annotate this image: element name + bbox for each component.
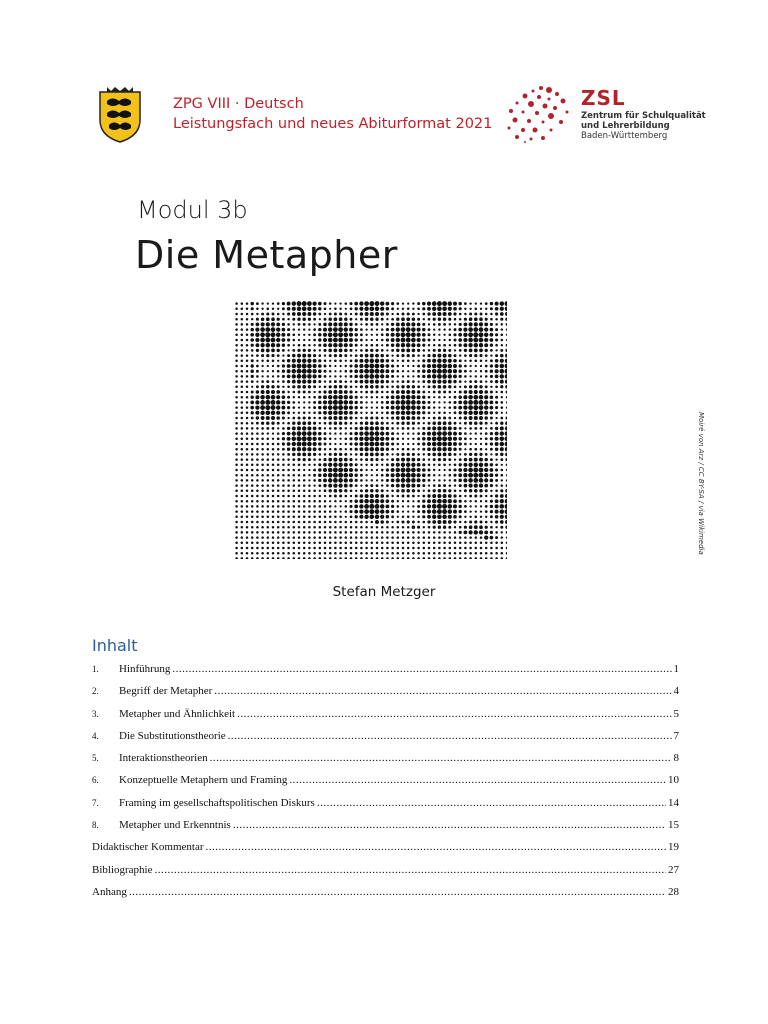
- toc-entry-label: Metapher und Erkenntnis: [119, 819, 231, 832]
- toc-dot-leader: [172, 658, 671, 680]
- toc-entry-number: 7.: [92, 797, 99, 808]
- toc-entry-page: 5: [673, 707, 679, 720]
- toc-entry-label: Begriff der Metapher: [119, 685, 213, 698]
- toc-entry[interactable]: [92, 792, 679, 814]
- toc-dot-leader: [155, 859, 667, 881]
- toc-entry-page: 14: [668, 796, 679, 809]
- toc-entry-number: 8.: [92, 820, 99, 831]
- toc-entry-page: 1: [673, 663, 679, 675]
- toc-entry[interactable]: [92, 836, 679, 858]
- toc-entry-label: Anhang: [92, 885, 127, 898]
- toc-entry-page: 15: [668, 819, 679, 832]
- toc-entry-label: Die Substitutionstheorie: [119, 729, 226, 742]
- toc-entry-label: Didaktischer Kommentar: [92, 841, 204, 854]
- author-name: Stefan Metzger: [332, 584, 436, 600]
- toc-entry-page: 19: [668, 841, 679, 854]
- toc-dot-leader: [228, 725, 672, 747]
- toc-heading: Inhalt: [92, 636, 138, 655]
- toc-entry-page: 27: [668, 863, 679, 876]
- toc-entry-label: Framing im gesellschaftspolitischen Diskurs: [119, 796, 315, 809]
- toc-dot-leader: [206, 836, 667, 858]
- zsl-sub-line-1: Zentrum für Schulqualität: [581, 111, 706, 121]
- toc-entry[interactable]: [92, 859, 679, 881]
- toc-dot-leader: [317, 792, 666, 814]
- zpg-line-1: ZPG VIII · Deutsch: [173, 96, 304, 112]
- toc-entry-number: 4.: [92, 730, 99, 741]
- toc-entry-label: Metapher und Ähnlichkeit: [119, 707, 236, 720]
- toc-entry-number: 2.: [92, 686, 99, 697]
- toc-dot-leader: [237, 703, 671, 725]
- toc-entry[interactable]: [92, 658, 679, 680]
- toc-entry-page: 4: [673, 685, 679, 698]
- toc-entry-page: 7: [673, 729, 679, 742]
- toc-dot-leader: [214, 680, 671, 702]
- toc-entry-page: 8: [673, 752, 679, 765]
- toc-entry[interactable]: [92, 881, 679, 903]
- toc-entry-number: 6.: [92, 775, 99, 786]
- zpg-header-text: [173, 94, 492, 134]
- toc-dot-leader: [233, 814, 666, 836]
- toc-dot-leader: [210, 747, 672, 769]
- toc-entry-number: 1.: [92, 664, 99, 674]
- zsl-subtitle: [581, 111, 706, 141]
- toc-entry[interactable]: [92, 725, 679, 747]
- toc-entry[interactable]: [92, 769, 679, 791]
- toc-entry-label: Bibliographie: [92, 863, 153, 876]
- image-credit: Moiré von Arz / CC BY-SA / via Wikimedia: [697, 412, 705, 555]
- zsl-sub-line-2: und Lehrerbildung: [581, 121, 670, 131]
- toc-entry[interactable]: [92, 747, 679, 769]
- toc-entry-number: 3.: [92, 708, 99, 719]
- toc-entry-number: 5.: [92, 753, 99, 764]
- toc-entry[interactable]: [92, 680, 679, 702]
- toc-entry-label: Hinführung: [119, 663, 171, 675]
- toc-entry[interactable]: [92, 703, 679, 725]
- zsl-title: ZSL: [581, 86, 626, 110]
- table-of-contents: [92, 658, 679, 903]
- toc-entry-label: Konzeptuelle Metaphern und Framing: [119, 774, 288, 787]
- toc-entry-page: 10: [668, 774, 679, 787]
- zsl-sub-line-3: Baden-Württemberg: [581, 131, 668, 141]
- moire-pattern-image: [234, 301, 507, 559]
- toc-entry-page: 28: [668, 885, 679, 898]
- page-title: Die Metapher: [135, 233, 398, 277]
- zsl-dots-logo-icon: [505, 84, 575, 144]
- toc-dot-leader: [129, 881, 666, 903]
- toc-dot-leader: [289, 769, 666, 791]
- zpg-line-2: Leistungsfach und neues Abiturformat 2021: [173, 116, 493, 132]
- module-label: Modul 3b: [137, 196, 248, 224]
- toc-entry-label: Interaktionstheorien: [119, 752, 208, 765]
- toc-entry[interactable]: [92, 814, 679, 836]
- coat-of-arms-icon: [97, 86, 143, 144]
